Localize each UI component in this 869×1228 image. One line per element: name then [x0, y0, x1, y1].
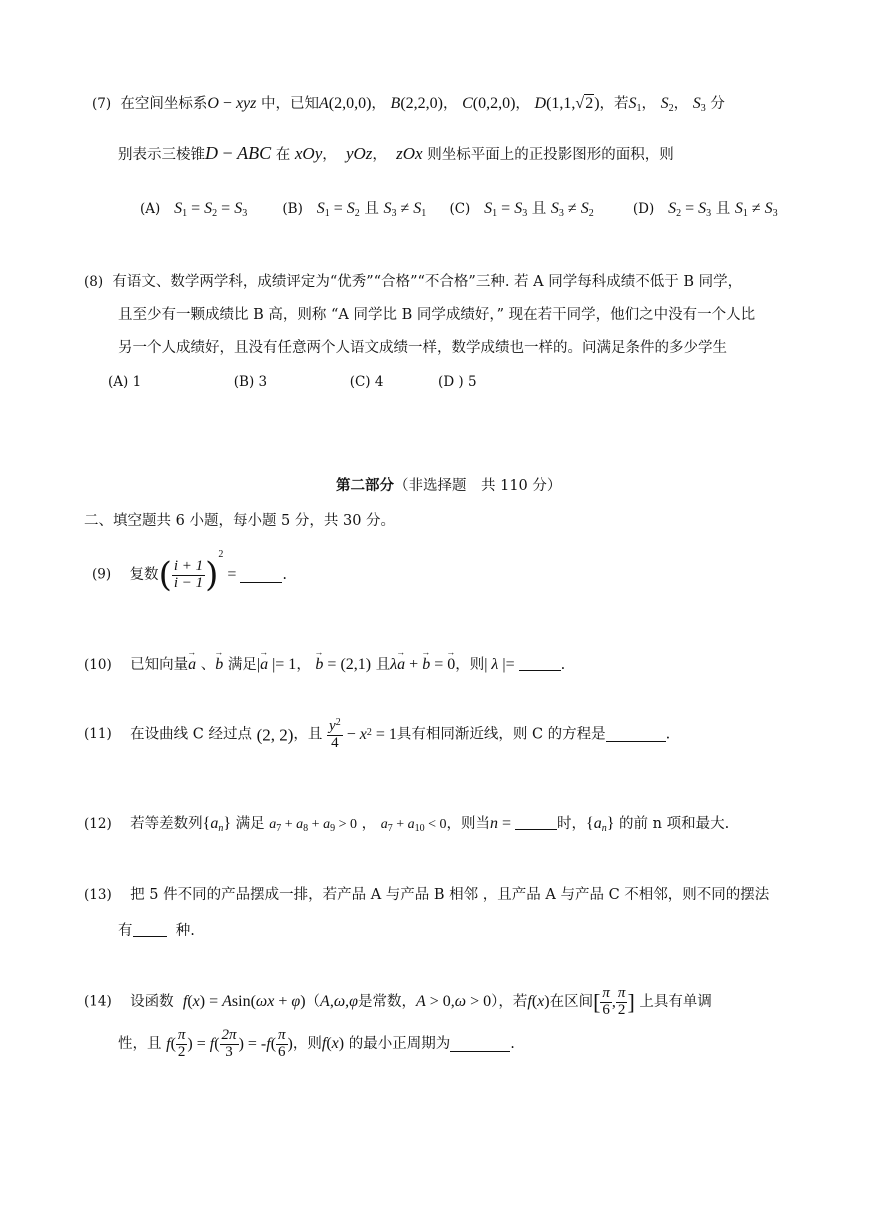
question-12: (12) 若等差数列$\{a_n\}$ 满足 $a_7 + a_8 + a_9 > 0$ ， $a_7 + a_{10} < 0$，则当n = 时，$\{a_n\}$ 的前 n 项和最大. — [84, 815, 730, 834]
option-a[interactable]: (A) 1 — [108, 374, 142, 390]
option-b[interactable]: (B) 3 — [233, 374, 268, 390]
question-9: (9) 复数( $\frac{i + 1}{i - 1}$ )$^2$ = . — [92, 549, 288, 595]
question-number: (7) — [92, 96, 112, 112]
question-number: (9) — [92, 566, 112, 583]
question-7-options — [140, 201, 778, 219]
question-8-line-1: (8) 有语文、数学两学科，成绩评定为“优秀”“合格”“不合格”三种. 若 A 同学每科成绩不低于 B 同学， — [84, 274, 743, 290]
question-7-line-1: (7) 在空间坐标系O − xyz 中，已知A(2,0,0)， B(2,2,0)， C(0,2,0)， D(1,1,√2)，若$S_1$， $S_2$， $S_3$ 分 — [92, 95, 725, 114]
answer-blank[interactable] — [606, 727, 666, 742]
option-b[interactable]: (B) $S_1 = S_2$ 且 $S_3 \ne S_1$ — [282, 200, 427, 219]
answer-blank[interactable] — [515, 815, 557, 830]
question-14-line-2: 性，且 f( $\frac{\pi}{2}$ ) = f( $\frac{2\pi}{3}$ ) = -f( $\frac{\pi}{6}$ )，则f(x) 的最小正周期为 . — [118, 1027, 515, 1060]
answer-blank[interactable] — [240, 568, 282, 583]
part-two-title: 第二部分（非选择题 共 110 分） — [336, 477, 562, 494]
question-13-line-1: (13) 把 5 件不同的产品摆成一排，若产品 A 与产品 B 相邻 ，且产品 A 与产品 C 不相邻，则不同的摆法 — [84, 887, 770, 903]
question-8-line-3: 另一个人成绩好，且没有任意两个人语文成绩一样，数学成绩也一样的。问满足条件的多少学生 — [118, 340, 727, 356]
answer-blank[interactable] — [450, 1037, 510, 1052]
question-14-line-1: (14) 设函数 f(x) = Asin(ωx + φ)（A,ω,φ是常数，A > 0,ω > 0），若f(x)在区间[ $\frac{\pi}{6}$ , $\frac{\pi}{2}$ ] 上具有单调 — [84, 985, 712, 1018]
question-11: (11) 在设曲线 C 经过点 (2, 2)，且 $\frac{y^2}{4}$ − $x^2 = 1$具有相同渐近线，则 C 的方程是 . — [84, 717, 671, 751]
option-c[interactable]: (C) 4 — [349, 374, 384, 390]
question-10: (10) 已知向量→ a 、→ b 满足|→ a |= 1， → b = (2,1) 且λ→ a + → b = → 0，则| λ |= . — [84, 656, 565, 673]
question-8-line-2: 且至少有一颗成绩比 B 高，则称 “A 同学比 B 同学成绩好，” 现在若干同学，他们之中没有一个人比 — [118, 307, 756, 323]
question-number: (14) — [84, 993, 112, 1010]
question-7-line-2: 别表示三棱锥D − ABC 在 xOy， yOz， zOx 则坐标平面上的正投影图形的面积，则 — [118, 143, 674, 163]
answer-blank[interactable] — [133, 922, 167, 937]
question-number: (11) — [84, 726, 112, 742]
answer-blank[interactable] — [519, 656, 561, 671]
question-number: (12) — [84, 816, 112, 832]
option-d[interactable]: (D ) 5 — [438, 374, 477, 390]
question-number: (10) — [84, 657, 112, 673]
section-heading: 二、填空题共 6 小题，每小题 5 分，共 30 分。 — [84, 513, 396, 529]
option-a[interactable]: (A) $S_1 = S_2 = S_3$ — [140, 200, 248, 219]
question-13-line-2: 有 种. — [118, 923, 195, 939]
option-d[interactable]: (D) $S_2 = S_3$ 且 $S_1 \ne S_3$ — [632, 200, 778, 219]
question-number: (13) — [84, 887, 112, 903]
question-8-options — [108, 376, 477, 390]
question-number: (8) — [84, 274, 104, 290]
option-c[interactable]: (C) $S_1 = S_3$ 且 $S_3 \ne S_2$ — [449, 200, 594, 219]
